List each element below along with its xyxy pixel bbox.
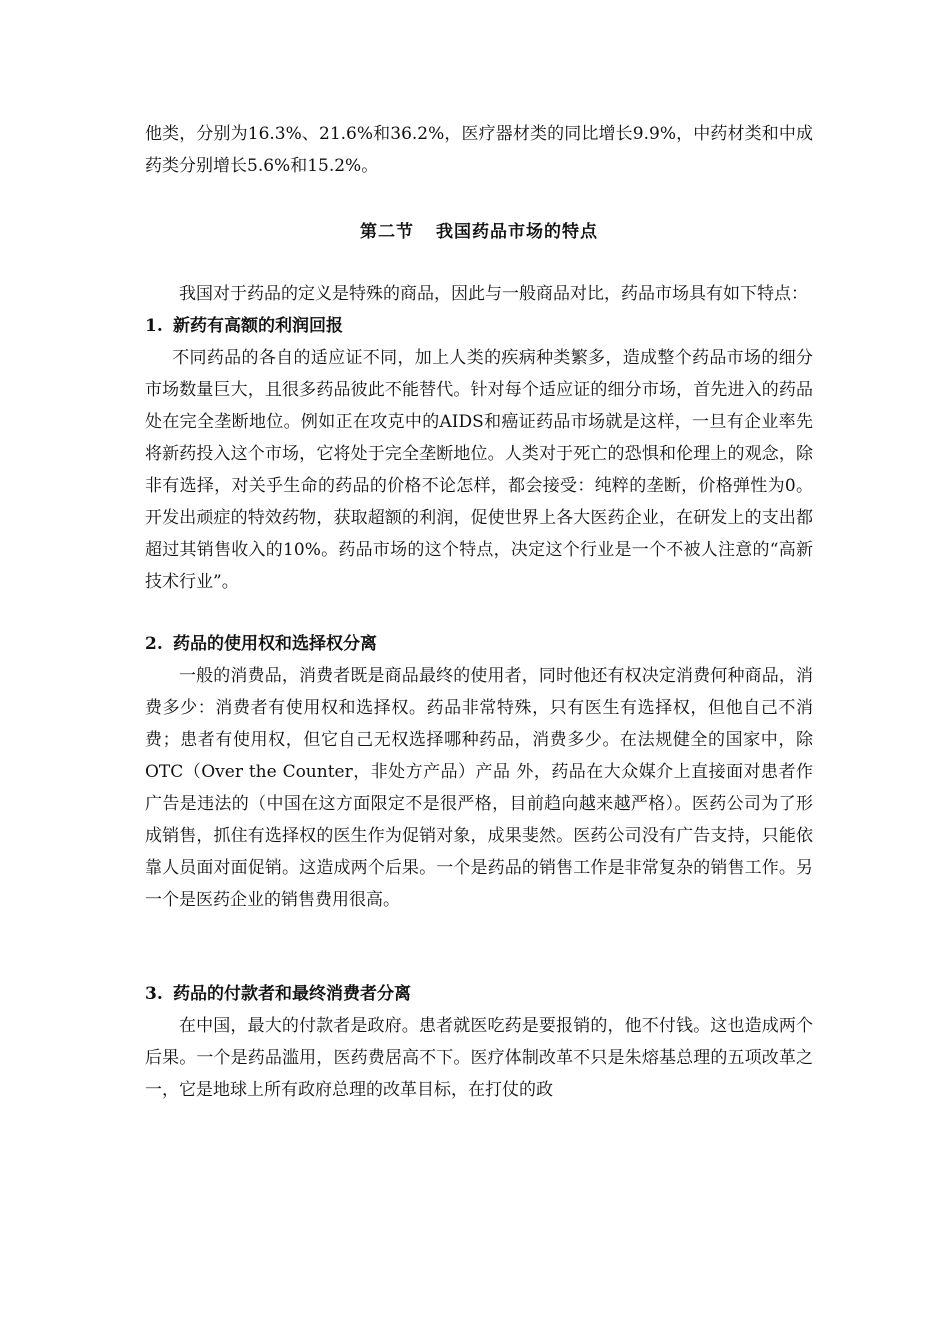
point-heading-2 (145, 628, 813, 660)
point-heading-1 (145, 310, 813, 342)
point-title: 药品的使用权和选择权分离 (173, 634, 377, 654)
point-body-3: 在中国，最大的付款者是政府。患者就医吃药是要报销的，他不付钱。这也造成两个后果。一个是药品滥用，医药费居高不下。医疗体制改革不只是朱熔基总理的五项改革之一，它是地球上所有政府总理的改革目标，在打仗的政 (145, 1016, 813, 1100)
point-number: 1. (145, 316, 163, 336)
point-title: 新药有高额的利润回报 (173, 316, 343, 336)
section-heading (145, 216, 813, 248)
section-title: 我国药品市场的特点 (436, 222, 598, 242)
point-number: 2. (145, 634, 163, 654)
intro-paragraph: 他类，分别为16.3%、21.6%和36.2%，医疗器材类的同比增长9.9%，中药材类和中成药类分别增长5.6%和15.2%。 (145, 124, 813, 176)
point-body-1: 不同药品的各自的适应证不同，加上人类的疾病种类繁多，造成整个药品市场的细分市场数量巨大，且很多药品彼此不能替代。针对每个适应证的细分市场，首先进入的药品处在完全垄断地位。例如正在攻克中的AIDS和癌证药品市场就是这样，一旦有企业率先将新药投入这个市场，它将处于完全垄断地位。人类对于死亡的恐惧和伦理上的观念，除非有选择，对关乎生命的药品的价格不论怎样，都会接受：纯粹的垄断，价格弹性为0。开发出顽症的特效药物，获取超额的利润，促使世界上各大医药企业，在研发上的支出都超过其销售收入的10%。药品市场的这个特点，决定这个行业是一个不被人注意的“高新技术行业”。 (145, 348, 813, 592)
point-body-2: 一般的消费品，消费者既是商品最终的使用者，同时他还有权决定消费何种商品，消费多少：消费者有使用权和选择权。药品非常特殊，只有医生有选择权，但他自己不消费；患者有使用权，但它自己无权选择哪种药品，消费多少。在法规健全的国家中，除OTC（Over the Counter，非处方产品）产品 外，药品在大众媒介上直接面对患者作广告是违法的（中国在这方面限定不是很严格，目前趋向越来越严格）。医药公司为了形成销售，抓住有选择权的医生作为促销对象，成果斐然。医药公司没有广告支持，只能依靠人员面对面促销。这造成两个后果。一个是药品的销售工作是非常复杂的销售工作。另一个是医药企业的销售费用很高。 (145, 666, 813, 910)
point-title: 药品的付款者和最终消费者分离 (173, 984, 411, 1004)
section-number: 第二节 (360, 222, 414, 242)
point-heading-3 (145, 978, 813, 1010)
point-number: 3. (145, 984, 163, 1004)
lead-paragraph: 我国对于药品的定义是特殊的商品，因此与一般商品对比，药品市场具有如下特点： (179, 284, 808, 304)
document-page (145, 118, 813, 1106)
